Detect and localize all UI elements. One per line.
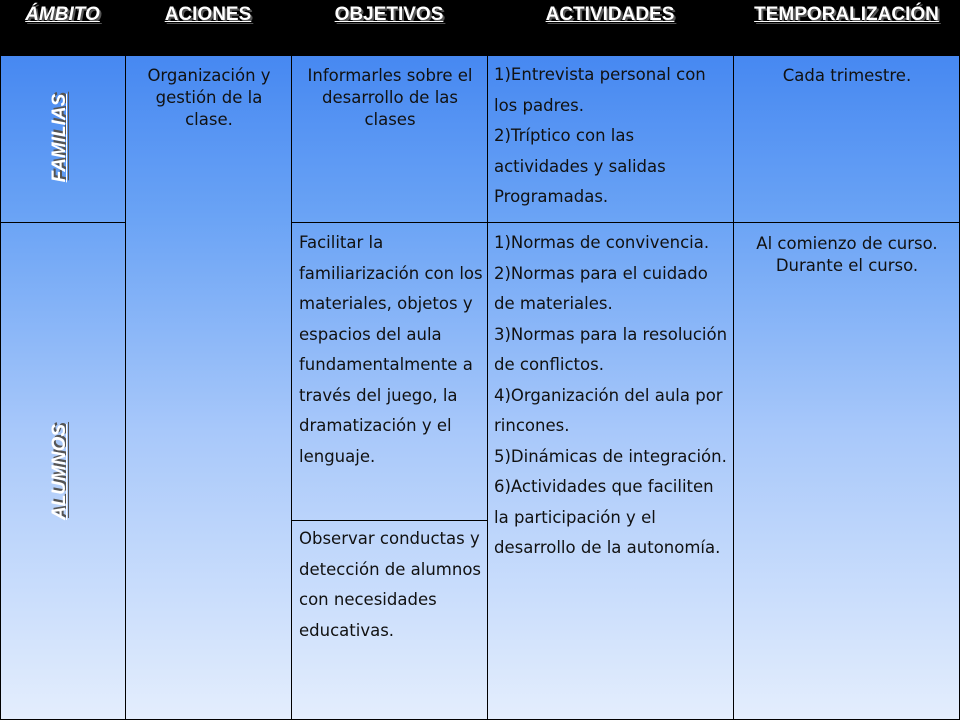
- grid-line: [291, 520, 487, 521]
- temporalizacion-familias: Cada trimestre.: [782, 66, 912, 85]
- list-item: 4)Organización del aula por rincones.: [494, 385, 723, 435]
- grid-line: [733, 56, 734, 720]
- objetivo-alumnos-1: Facilitar la familiarización con los materiales, objetos y espacios del aula fundamentalmente a través del juego, la dramatización y el lenguaje.: [299, 233, 483, 466]
- objetivo-familias: Informarles sobre el desarrollo de las clases: [307, 66, 473, 129]
- accion-organizacion: Organización y gestión de la clase.: [147, 66, 271, 129]
- list-item: 1)Normas de convivencia.: [494, 233, 710, 252]
- header-actividades: ACTIVIDADES: [545, 4, 675, 25]
- grid-line: [291, 56, 292, 720]
- temporalizacion-alumnos: Al comienzo de curso. Durante el curso.: [756, 234, 938, 275]
- list-item: 2)Tríptico con las actividades y salidas Programadas.: [494, 126, 666, 206]
- objetivo-alumnos-2: Observar conductas y detección de alumnos con necesidades educativas.: [299, 529, 482, 640]
- header-acciones: ACIONES: [164, 4, 252, 25]
- grid-line: [125, 56, 126, 720]
- grid-line: [487, 56, 488, 720]
- list-item: 2)Normas para el cuidado de materiales.: [494, 263, 708, 313]
- ambito-familias: FAMILIAS: [49, 93, 70, 183]
- header-ambito: ÁMBITO: [25, 4, 100, 25]
- list-item: 6)Actividades que faciliten la participación y el desarrollo de la autonomía.: [494, 477, 721, 557]
- ambito-alumnos: ALUMNOS: [49, 423, 70, 521]
- actividades-familias: [494, 60, 730, 213]
- header-objetivos: OBJETIVOS: [334, 4, 444, 25]
- grid-line: [0, 222, 125, 223]
- list-item: 1)Entrevista personal con los padres.: [494, 65, 706, 115]
- grid-line: [291, 222, 960, 223]
- grid-line: [0, 56, 1, 720]
- header-temporalizacion: TEMPORALIZACIÓN: [754, 4, 939, 25]
- list-item: 3)Normas para la resolución de conflictos.: [494, 324, 728, 374]
- list-item: 5)Dinámicas de integración.: [494, 446, 727, 466]
- actividades-alumnos: [494, 228, 730, 564]
